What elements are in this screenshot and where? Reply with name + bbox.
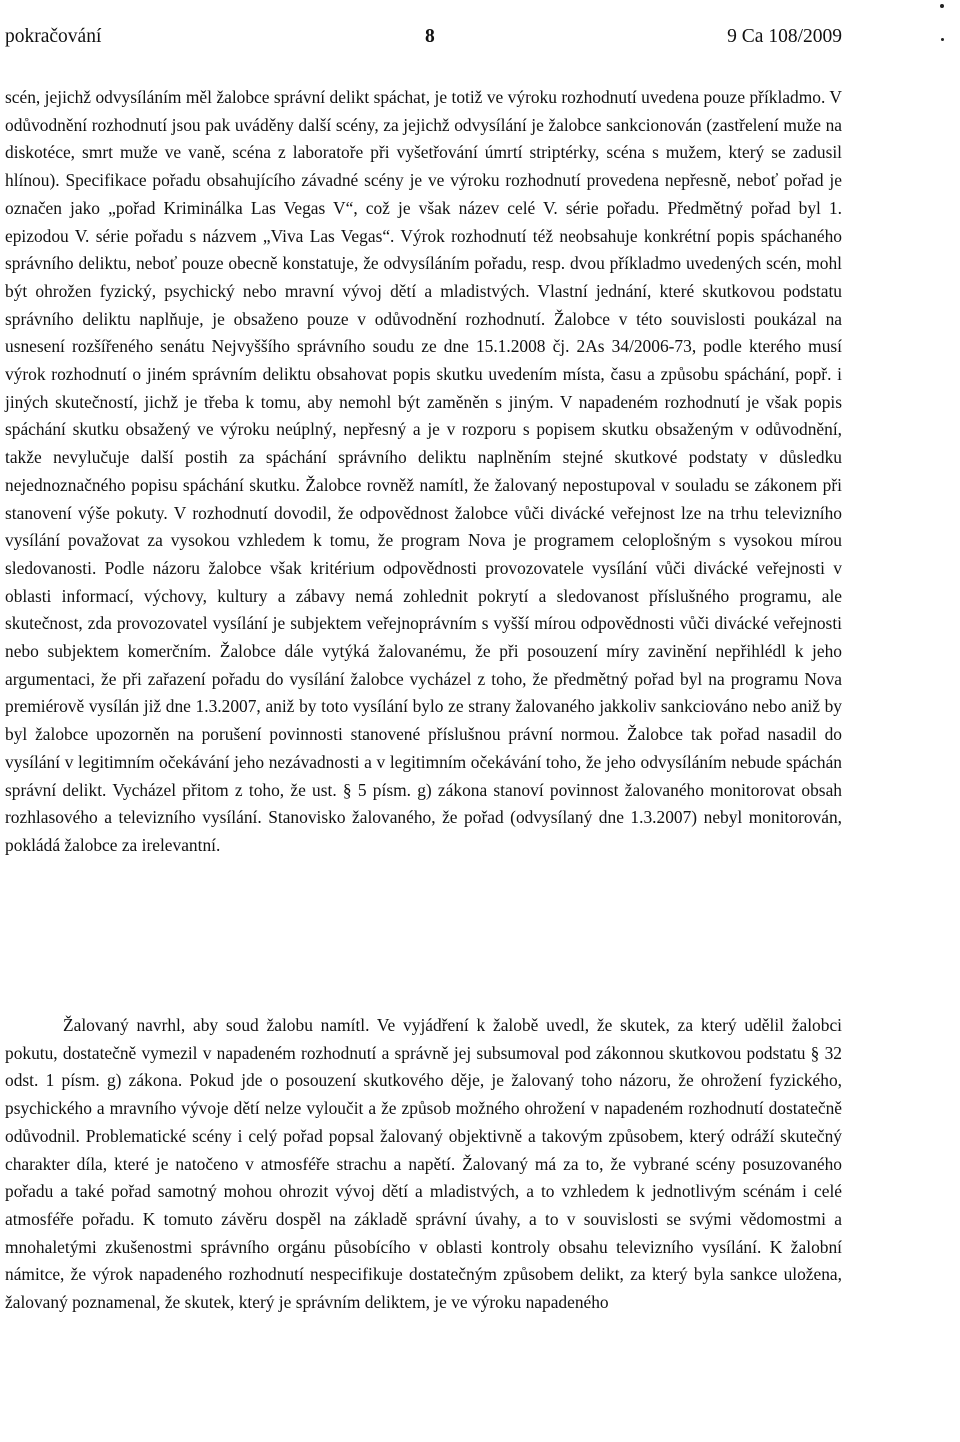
continuation-label: pokračování xyxy=(5,26,102,47)
scan-mark xyxy=(940,4,944,8)
body-paragraph-2: Žalovaný navrhl, aby soud žalobu namítl. Ve vyjádření k žalobě uvedl, že skutek, za který udělil žalobci pokutu, dostatečně vymezil v napadeném rozhodnutí a správně jej subsumoval pod zákonnou skutkovou podstatu § 32 odst. 1 písm. g) zákona. Pokud jde o posouzení skutkového děje, je žalovaný toho názoru, že ohrožení fyzického, psychického a mravního vývoje dětí nelze vyloučit a že způsob možného ohrožení v napadeném rozhodnutí dostatečně odůvodnil. Problematické scény i celý pořad popsal žalovaný objektivně a takovým způsobem, který odráží skutečný charakter díla, které je natočeno v atmosféře strachu a napětí. Žalovaný má za to, že vybrané scény posuzovaného pořadu a také pořad samotný mohou ohrozit vývoj dětí a mladistvých, a to vzhledem k jednotlivým scénám i celé atmosféře pořadu. K tomuto závěru dospěl na základě správní úvahy, a to v souvislosti se svými vědomostmi a mnohaletými zkušenostmi správního orgánu působícího v oblasti kontroly obsahu televizního vysílání. K žalobní námitce, že výrok napadeného rozhodnutí nespecifikuje dostatečným způsobem delikt, za který byla sankce uložena, žalovaný poznamenal, že skutek, který je správním deliktem, je ve výroku napadeného xyxy=(5,1015,842,1313)
scan-mark xyxy=(941,38,944,41)
body-paragraph-1: scén, jejichž odvysíláním měl žalobce správní delikt spáchat, je totiž ve výroku rozhodnutí uvedena pouze příkladmo. V odůvodnění rozhodnutí jsou pak uváděny další scény, za jejichž odvysílání je žalobce sankcionován (zastřelení muže na diskotéce, smrt muže ve vaně, scéna z laboratoře při vyšetřování úmrtí striptérky, scéna s mužem, který se zadusil hlínou). Specifikace pořadu obsahujícího závadné scény je ve výroku rozhodnutí provedena nepřesně, neboť pořad je označen jako „pořad Kriminálka Las Vegas V“, což je však název celé V. série pořadu. Předmětný pořad byl 1. epizodou V. série pořadu s názvem „Viva Las Vegas“. Výrok rozhodnutí též neobsahuje konkrétní popis spáchaného správního deliktu, neboť pouze obecně konstatuje, že odvysíláním pořadu, resp. dvou příkladmo uvedených scén, mohl být ohrožen fyzický, psychický nebo mravní vývoj dětí a mladistvých. Vlastní jednání, které skutkovou podstatu správního deliktu naplňuje, je obsaženo pouze v odůvodnění rozhodnutí. Žalobce v této souvislosti poukázal na usnesení rozšířeného senátu Nejvyššího správního soudu ze dne 15.1.2008 čj. 2As 34/2006-73, podle kterého musí výrok rozhodnutí o jiném správním deliktu obsahovat popis skutku uvedením místa, času a způsobu spáchání, popř. i jiných skutečností, jichž je třeba k tomu, aby nemohl být zaměněn s jiným. V napadeném rozhodnutí je však popis spáchání skutku obsažený ve výroku neúplný, nepřesný a je v rozporu s popisem skutku obsaženým v odůvodnění, takže nevylučuje další postih za spáchání správního deliktu naplněním stejné skutkové podstaty v důsledku nejednoznačného popisu spáchání skutku. Žalobce rovněž namítl, že žalovaný nepostupoval v souladu se zákonem při stanovení výše pokuty. V rozhodnutí dovodil, že odpovědnost žalobce vůči divácké veřejnost lze na trhu televizního vysílání považovat za vysokou vzhledem k tomu, že program Nova je programem celoplošným s vysokou mírou sledovanosti. Podle názoru žalobce však kritérium odpovědnosti provozovatele vysílání vůči divácké veřejnosti v oblasti informací, výchovy, kultury a zábavy nemá zohlednit pokrytí a sledovanost příslušného programu, ale skutečnost, zda provozovatel vysílání je subjektem veřejnoprávním s vyšší mírou odpovědnosti vůči divácké veřejnosti nebo subjektem komerčním. Žalobce dále vytýká žalovanému, že při posouzení míry zavinění nepřihlédl k jeho argumentaci, že při zařazení pořadu do vysílání žalobce vycházel z toho, že předmětný pořad byl na programu Nova premiérově vysílán již dne 1.3.2007, aniž by toto vysílání bylo ze strany žalovaného jakkoliv sankciováno nebo aniž by byl žalobce upozorněn na porušení povinnosti stanovené příslušnou právní normou. Žalobce tak pořad nasadil do vysílání v legitimním očekávání jeho nezávadnosti a v legitimním očekávání toho, že jeho odvysíláním nebude spáchán správní delikt. Vycházel přitom z toho, že ust. § 5 písm. g) zákona stanoví povinnost žalovaného monitorovat obsah rozhlasového a televizního vysílání. Stanovisko žalovaného, že pořad (odvysílaný dne 1.3.2007) nebyl monitorován, pokládá žalobce za irelevantní. xyxy=(5,87,842,855)
case-number: 9 Ca 108/2009 xyxy=(727,26,842,47)
page-number: 8 xyxy=(425,26,435,47)
page-header xyxy=(5,26,842,56)
